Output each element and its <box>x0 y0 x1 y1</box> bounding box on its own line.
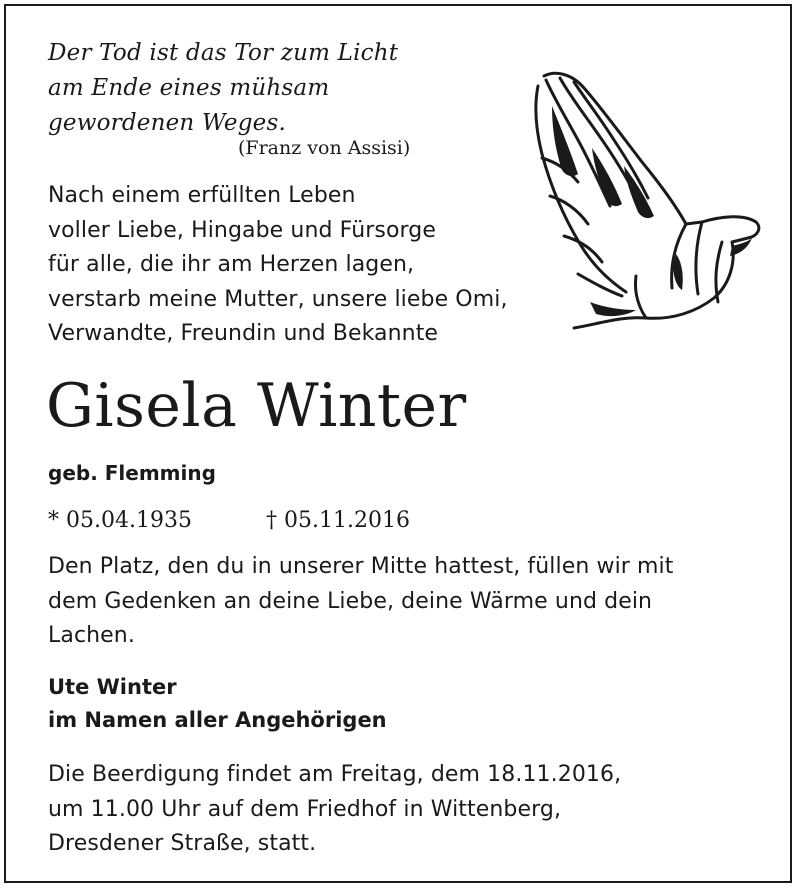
praying-hands-icon <box>526 66 766 336</box>
maiden-name: geb. Flemming <box>48 461 216 485</box>
remembrance-message <box>48 550 674 654</box>
deceased-name: Gisela Winter <box>46 371 467 441</box>
quote <box>48 36 398 141</box>
funeral-info <box>48 758 621 862</box>
funeral-line: Dresdener Straße, statt. <box>48 831 317 856</box>
quote-author: (Franz von Assisi) <box>238 137 411 159</box>
signers <box>48 671 387 737</box>
signer-line: Ute Winter <box>48 675 177 699</box>
intro-line: Nach einem erfüllten Leben <box>48 183 356 208</box>
death-date: † 05.11.2016 <box>266 508 410 533</box>
message-line: Lachen. <box>48 623 135 648</box>
quote-line: Der Tod ist das Tor zum Licht <box>48 40 399 66</box>
intro-line: voller Liebe, Hingabe und Fürsorge <box>48 217 436 243</box>
signer-line: im Namen aller Angehörigen <box>48 708 387 732</box>
message-line: dem Gedenken an deine Liebe, deine Wärme und dein <box>48 588 653 614</box>
message-line: Den Platz, den du in unserer Mitte hattest, füllen wir mit <box>48 554 674 579</box>
intro-line: für alle, die ihr am Herzen lagen, <box>48 252 415 277</box>
funeral-line: um 11.00 Uhr auf dem Friedhof in Wittenberg, <box>48 796 562 822</box>
intro-text <box>48 179 508 352</box>
quote-line: am Ende eines mühsam <box>48 75 330 101</box>
quote-line: gewordenen Weges. <box>48 110 286 136</box>
life-dates <box>48 505 410 537</box>
obituary-notice <box>4 4 792 883</box>
intro-line: Verwandte, Freundin und Bekannte <box>48 321 439 346</box>
intro-line: verstarb meine Mutter, unsere liebe Omi, <box>48 286 508 312</box>
birth-date: * 05.04.1935 <box>48 508 192 533</box>
funeral-line: Die Beerdigung findet am Freitag, dem 18.11.2016, <box>48 762 622 787</box>
